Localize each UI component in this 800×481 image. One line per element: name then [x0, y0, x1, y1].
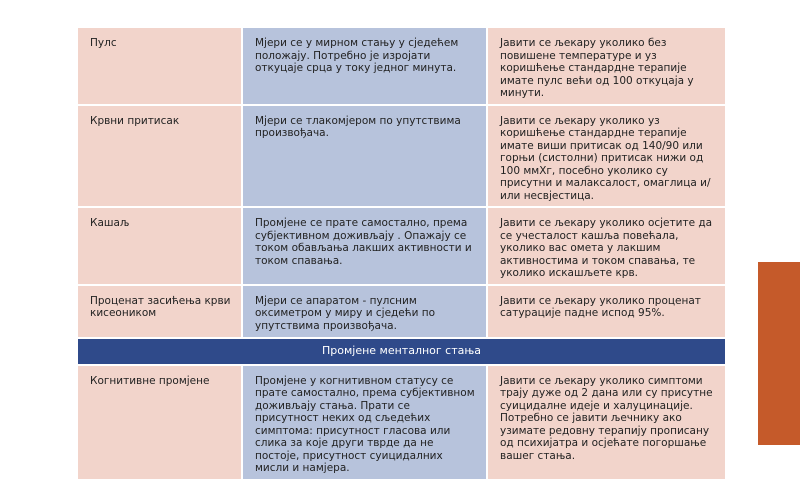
action-cell: Јавити се љекару уколико уз коришћење стандардне терапије имате виши притисак од 140/90 или горњи (систолни) притисак нижи од 100 ммХг, посебно уколико су присутни и малаксалост, омаглица и/или несвјестица.: [487, 105, 726, 208]
action-cell: Јавити се љекару уколико осјетите да се учесталост кашља повећала, уколико вас омета у лакшим активностима и током спавања, те уколико искашљете крв.: [487, 207, 726, 285]
action-cell: Јавити се љекару уколико проценат сатурације падне испод 95%.: [487, 285, 726, 338]
table-row: [78, 207, 726, 285]
table-row: [78, 28, 726, 105]
table-row: [78, 365, 726, 480]
monitoring-table: [78, 28, 727, 481]
parameter-cell: Пулс: [78, 28, 242, 105]
action-cell: Јавити се љекару уколико симптоми трају дуже од 2 дана или су присутне суицидалне идеје и халуцинације. Потребно се јавити љечнику ако узимате редовну терапију прописану од психијатра и осјећате погоршање вашег стања.: [487, 365, 726, 480]
parameter-cell: Проценат засићења крви кисеоником: [78, 285, 242, 338]
method-cell: Промјене се прате самостално, према субјективном доживљају . Опажају се током обављања лакших активности и током спавања.: [242, 207, 487, 285]
method-cell: Мјери се у мирном стању у сједећем положају. Потребно је изројати откуцаје срца у току једног минута.: [242, 28, 487, 105]
method-cell: Промјене у когнитивном статусу се прате самостално, према субјективном доживљају стања. Прати се присутност неких од сљедећих симптома: присутност гласова или слика за које други тврде да не постоје, присутност суицидалних мисли и намјера.: [242, 365, 487, 480]
parameter-cell: Крвни притисак: [78, 105, 242, 208]
section-header-row: [78, 338, 726, 365]
table-row: [78, 105, 726, 208]
method-cell: Мјери се апаратом - пулсним оксиметром у миру и сједећи по упутствима произвођача.: [242, 285, 487, 338]
method-cell: Мјери се тлакомјером по упутствима произвођача.: [242, 105, 487, 208]
parameter-cell: Кашаљ: [78, 207, 242, 285]
parameter-cell: Когнитивне промјене: [78, 365, 242, 480]
table-row: [78, 285, 726, 338]
action-cell: Јавити се љекару уколико без повишене температуре и уз коришћење стандардне терапије имате пулс већи од 100 откуцаја у минути.: [487, 28, 726, 105]
section-title: Промјене менталног стања: [78, 338, 726, 365]
accent-bar: [758, 262, 800, 445]
